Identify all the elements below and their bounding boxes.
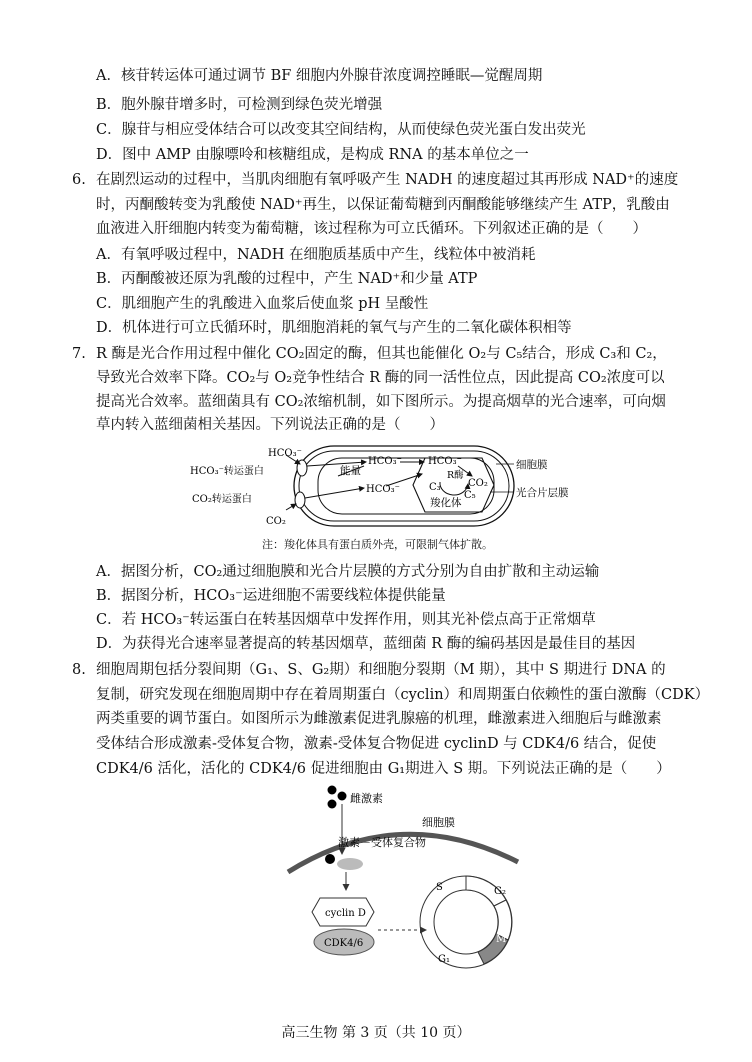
- q7-option-a: A．据图分析，CO₂通过细胞膜和光合片层膜的方式分别为自由扩散和主动运输: [96, 564, 600, 580]
- q6-option-d: D．机体进行可立氏循环时，肌细胞消耗的氧气与产生的二氧化碳体积相等: [96, 320, 572, 336]
- label-thylakoid-membrane: 光合片层膜: [516, 487, 569, 499]
- label-cell-membrane: 细胞膜: [422, 816, 455, 829]
- co2-transporter-protein: [295, 492, 305, 508]
- q7-number: 7.: [72, 346, 86, 362]
- q8-stem-3: 两类重要的调节蛋白。如图所示为雌激素促进乳腺癌的机理，雌激素进入细胞后与雌激素: [96, 711, 662, 727]
- label-hco3-carboxysome: HCO₃⁻: [428, 456, 462, 467]
- label-complex: 激素－受体复合物: [338, 836, 426, 849]
- label-c3: C₃: [429, 482, 441, 493]
- page-footer: 高三生物 第 3 页（共 10 页）: [281, 1025, 471, 1041]
- q7-stem-3: 提高光合效率。蓝细菌具有 CO₂浓缩机制，如下图所示。为提高烟草的光合速率，可向烟: [96, 394, 666, 410]
- estrogen-dot: [328, 800, 337, 809]
- q5-option-b: B．胞外腺苷增多时，可检测到绿色荧光增强: [96, 97, 383, 113]
- q6-stem-1: 在剧烈运动的过程中，当肌肉细胞有氧呼吸产生 NADH 的速度超过其再形成 NAD⁺的速度: [96, 172, 679, 188]
- q7-figure-note: 注：羧化体具有蛋白质外壳，可限制气体扩散。: [262, 538, 493, 551]
- q5-option-c: C．腺苷与相应受体结合可以改变其空间结构，从而使绿色荧光蛋白发出荧光: [96, 122, 586, 138]
- cycle-inner: [434, 890, 498, 954]
- q6-option-c: C．肌细胞产生的乳酸进入血浆后使血浆 pH 呈酸性: [96, 296, 429, 312]
- label-cyclin-d: cyclin D: [325, 908, 366, 919]
- label-phase-m: M: [496, 934, 507, 945]
- q6-stem-2: 时，丙酮酸转变为乳酸使 NAD⁺再生，以保证葡萄糖到丙酮酸能够继续产生 ATP，乳酸由: [96, 197, 670, 213]
- q6-stem-3: 血液进入肝细胞内转变为葡萄糖，该过程称为可立氏循环。下列叙述正确的是（ ）: [96, 221, 647, 237]
- q7-stem-2: 导致光合效率下降。CO₂与 O₂竞争性结合 R 酶的同一活性位点，因此提高 CO₂浓度可以: [96, 370, 665, 386]
- label-c5: C₅: [464, 490, 476, 501]
- q7-option-c: C．若 HCO₃⁻转运蛋白在转基因烟草中发挥作用，则其光补偿点高于正常烟草: [96, 612, 596, 628]
- q5-option-d: D．图中 AMP 由腺嘌呤和核糖组成，是构成 RNA 的基本单位之一: [96, 147, 529, 163]
- label-co2-outside: CO₂: [266, 516, 286, 527]
- label-estrogen: 雌激素: [350, 792, 383, 805]
- label-hco3-transporter: HCO₃⁻转运蛋白: [190, 466, 264, 477]
- q7-figure-co2-concentrating: [190, 440, 610, 532]
- estrogen-dot: [338, 792, 347, 801]
- label-hco3-outside: HCO₃⁻: [268, 448, 302, 459]
- label-phase-g1: G₁: [438, 954, 450, 965]
- q7-stem-4: 草内转入蓝细菌相关基因。下列说法正确的是（ ）: [96, 417, 444, 433]
- label-phase-g2: G₂: [494, 886, 506, 897]
- hormone-dot: [325, 854, 335, 864]
- label-cell-membrane: 细胞膜: [516, 459, 548, 471]
- q6-option-b: B．丙酮酸被还原为乳酸的过程中，产生 NAD⁺和少量 ATP: [96, 271, 478, 287]
- label-co2-inside: CO₂: [468, 478, 488, 489]
- label-carboxysome: 羧化体: [430, 497, 462, 509]
- label-r-enzyme: R酶: [447, 470, 464, 481]
- label-phase-s: S: [436, 882, 443, 893]
- q7-option-b: B．据图分析，HCO₃⁻运进细胞不需要线粒体提供能量: [96, 588, 446, 604]
- q5-option-a: A．核苷转运体可通过调节 BF 细胞内外腺苷浓度调控睡眠—觉醒周期: [96, 68, 543, 84]
- q8-stem-1: 细胞周期包括分裂间期（G₁、S、G₂期）和细胞分裂期（M 期），其中 S 期进行 DNA 的: [96, 662, 666, 678]
- q8-number: 8.: [72, 662, 86, 678]
- q8-stem-2: 复制，研究发现在细胞周期中存在着周期蛋白（cyclin）和周期蛋白依赖性的蛋白激酶（CDK）: [96, 687, 710, 703]
- label-hco3-inner-mid: HCO₃⁻: [366, 484, 400, 495]
- q6-option-a: A．有氧呼吸过程中，NADH 在细胞质基质中产生，线粒体中被消耗: [96, 247, 536, 263]
- label-co2-transporter: CO₂转运蛋白: [192, 494, 252, 505]
- estrogen-dot: [328, 786, 337, 795]
- q8-stem-5: CDK4/6 活化，活化的 CDK4/6 促进细胞由 G₁期进入 S 期。下列说法正确的是（ ）: [96, 761, 671, 777]
- hco3-transporter-protein: [297, 460, 307, 476]
- q8-figure-estrogen-mechanism: [270, 782, 530, 982]
- q6-number: 6.: [72, 172, 86, 188]
- label-cdk: CDK4/6: [324, 938, 364, 949]
- label-energy: 能量: [340, 465, 361, 477]
- q7-stem-1: R 酶是光合作用过程中催化 CO₂固定的酶，但其也能催化 O₂与 C₅结合，形成 C₃和 C₂，: [96, 346, 667, 362]
- q8-stem-4: 受体结合形成激素-受体复合物，激素-受体复合物促进 cyclinD 与 CDK4/6 结合，促使: [96, 736, 657, 752]
- label-hco3-inner-top: HCO₃⁻: [368, 456, 402, 467]
- q7-option-d: D．为获得光合速率显著提高的转基因烟草，蓝细菌 R 酶的编码基因是最佳目的基因: [96, 636, 636, 652]
- receptor-shape: [337, 858, 363, 870]
